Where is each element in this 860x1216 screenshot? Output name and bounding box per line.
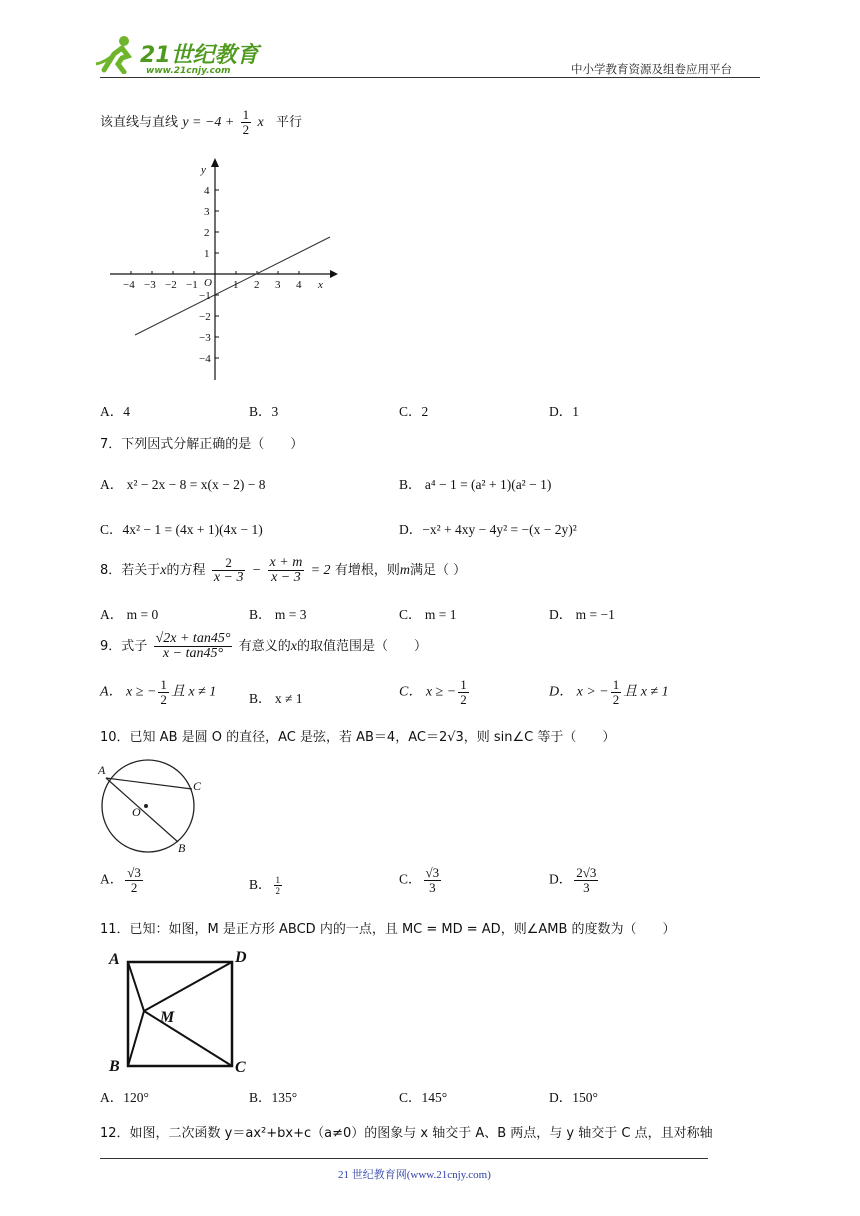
fraction: $\frac{1}{2}$ — [242, 107, 250, 137]
point-label: A — [109, 951, 120, 968]
q8-option-b[interactable]: B． m = 3 — [249, 607, 307, 622]
q8-stem: 8．若关于x的方程 $\frac{2}{x - 3}$ − $\frac{x + m}{x - 3}$ = 2 有增根，则m满足（ ） — [100, 555, 467, 585]
x-tick-label: −2 — [165, 279, 177, 291]
x-tick-label: 1 — [233, 279, 239, 291]
y-tick-label: 4 — [204, 185, 210, 197]
fraction: $\frac{√2x + \tan 45^\circ}{x - \tan 45^\circ}$ — [155, 631, 231, 661]
q11-option-c[interactable]: C．145° — [399, 1090, 448, 1105]
q6-option-c[interactable]: C．2 — [399, 404, 429, 419]
q11-stem: 11．已知：如图，M 是正方形 ABCD 内的一点，且 MC = MD = AD，则∠AMB 的度数为（ ） — [100, 922, 676, 937]
q10-option-c[interactable]: C． $\frac{√3}{3}$ — [399, 865, 440, 895]
origin-label: O — [204, 277, 212, 289]
q6-option-a[interactable]: A．4 — [100, 404, 130, 419]
q9-option-b[interactable]: B． x ≠ 1 — [249, 691, 303, 706]
point-label: O — [132, 805, 141, 819]
q7-option-a[interactable]: A． x² − 2x − 8 = x(x − 2) − 8 — [100, 477, 266, 492]
x-tick-label: −3 — [144, 279, 156, 291]
q9-option-a[interactable]: A． x ≥ − $\frac{1}{2}$ 且 x ≠ 1 — [100, 677, 217, 707]
y-tick-label: −4 — [199, 353, 211, 365]
q8-option-c[interactable]: C． m = 1 — [399, 607, 457, 622]
header-rule — [100, 77, 760, 78]
y-tick-label: −1 — [199, 290, 211, 302]
fraction: $\frac{x + m}{x - 3}$ — [269, 555, 303, 585]
y-tick-label: −3 — [199, 332, 211, 344]
q10-option-b[interactable]: B． $\frac{1}{2}$ — [249, 875, 281, 897]
q11-option-a[interactable]: A．120° — [100, 1090, 149, 1105]
point-label: M — [160, 1009, 175, 1026]
q11-option-d[interactable]: D．150° — [549, 1090, 598, 1105]
q8-option-d[interactable]: D． m = −1 — [549, 607, 615, 622]
q11-option-b[interactable]: B．135° — [249, 1090, 298, 1105]
point-label: A — [98, 763, 106, 777]
q9-option-c[interactable]: C． x ≥ − $\frac{1}{2}$ — [399, 677, 467, 707]
y-tick-label: 2 — [204, 227, 210, 239]
x-tick-label: 4 — [296, 279, 302, 291]
y-tick-label: 3 — [204, 206, 210, 218]
q11-square-diagram — [104, 946, 254, 1076]
q7-option-b[interactable]: B． a⁴ − 1 = (a² + 1)(a² − 1) — [399, 477, 552, 492]
q6-coordinate-graph — [105, 155, 340, 385]
q12-stem: 12．如图，二次函数 y＝ax²+bx+c（a≠0）的图象与 x 轴交于 A、B 两点，与 y 轴交于 C 点，且对称轴 — [100, 1126, 713, 1141]
header — [0, 0, 860, 80]
footer-rule — [100, 1158, 708, 1159]
q6-option-b[interactable]: B．3 — [249, 404, 279, 419]
fraction: $\frac{2}{x - 3}$ — [213, 555, 244, 585]
q6-statement: 该直线与直线 y = −4 + $\frac{1}{2}$ x 平行 — [100, 107, 302, 137]
point-label: C — [193, 779, 202, 793]
logo-icon — [94, 34, 138, 74]
logo-text: 21世纪教育 — [140, 43, 259, 68]
q8-option-a[interactable]: A． m = 0 — [100, 607, 159, 622]
x-tick-label: −1 — [186, 279, 198, 291]
point-label: C — [235, 1059, 246, 1076]
y-axis-label: y — [201, 164, 206, 176]
header-right-title: 中小学教育资源及组卷应用平台 — [571, 62, 732, 76]
x-tick-label: 2 — [254, 279, 260, 291]
footer-text[interactable]: 21 世纪教育网(www.21cnjy.com) — [338, 1169, 491, 1181]
x-tick-label: 3 — [275, 279, 281, 291]
point-label: D — [235, 949, 247, 966]
y-tick-label: −2 — [199, 311, 211, 323]
q7-option-c[interactable]: C．4x² − 1 = (4x + 1)(4x − 1) — [100, 522, 263, 537]
logo-url: www.21cnjy.com — [146, 66, 231, 76]
q6-option-d[interactable]: D．1 — [549, 404, 579, 419]
q10-option-a[interactable]: A． $\frac{√3}{2}$ — [100, 865, 141, 895]
point-label: B — [178, 841, 186, 855]
q10-stem: 10．已知 AB 是圆 O 的直径，AC 是弦，若 AB＝4，AC＝2√3，则 sin∠C 等于（ ） — [100, 730, 616, 745]
q7-stem: 7．下列因式分解正确的是（ ） — [100, 437, 304, 452]
point-label: B — [109, 1058, 120, 1075]
q7-option-d[interactable]: D．−x² + 4xy − 4y² = −(x − 2y)² — [399, 522, 577, 537]
y-tick-label: 1 — [204, 248, 210, 260]
q9-option-d[interactable]: D． x > − $\frac{1}{2}$ 且 x ≠ 1 — [549, 677, 669, 707]
q10-circle-diagram — [96, 756, 208, 860]
x-tick-label: −4 — [123, 279, 135, 291]
q9-stem: 9．式子 $\frac{√2x + \tan 45^\circ}{x - \tan 45^\circ}$ 有意义的x的取值范围是（ ） — [100, 631, 427, 661]
q10-option-d[interactable]: D． $\frac{2√3}{3}$ — [549, 865, 597, 895]
x-axis-label: x — [318, 279, 323, 291]
